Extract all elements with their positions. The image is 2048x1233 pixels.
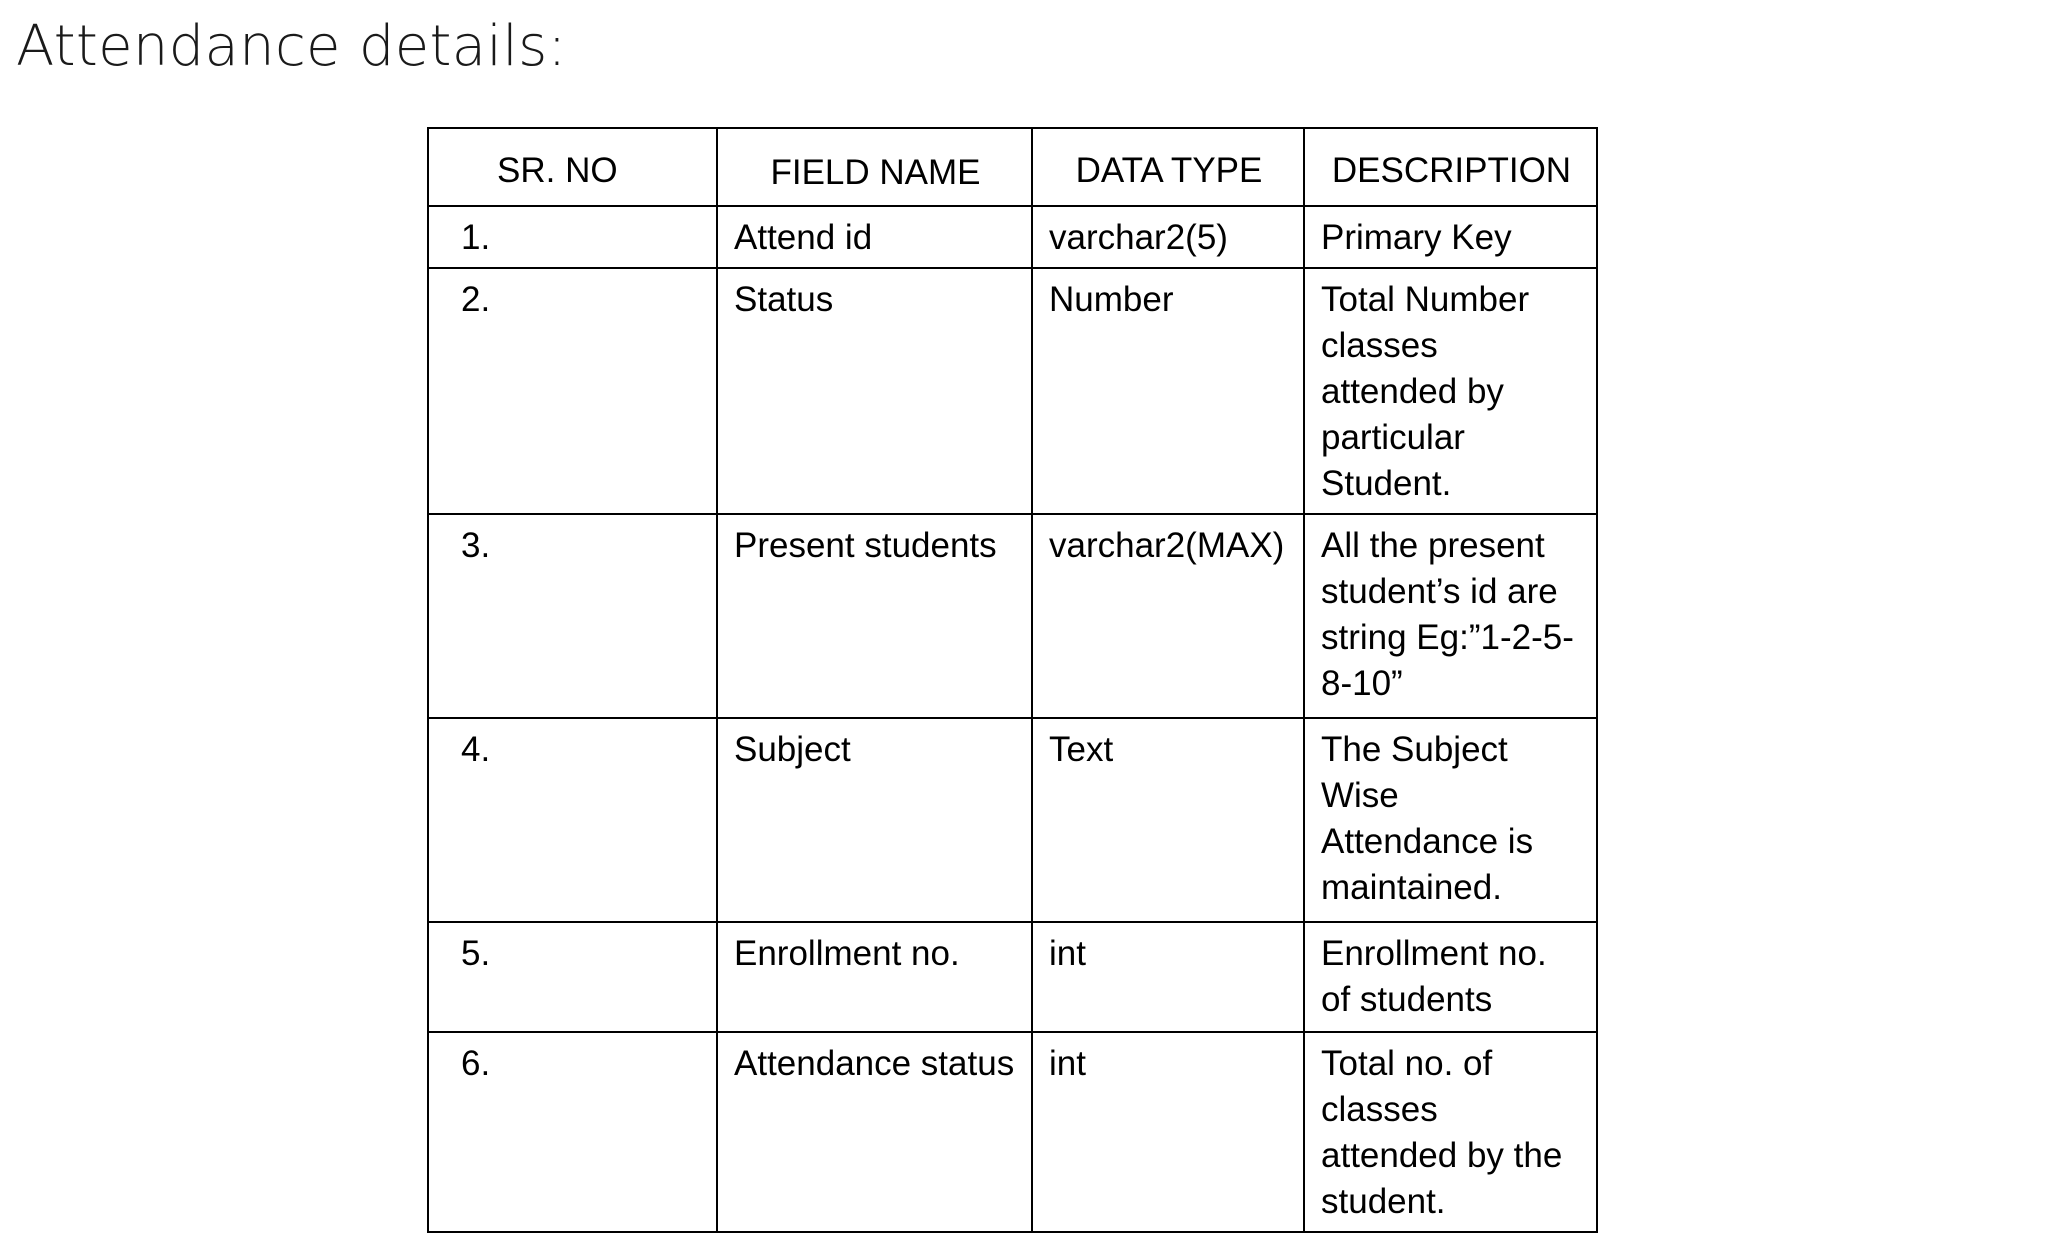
- table-row: [428, 718, 1597, 922]
- description-cell: Enrollment no. of students: [1304, 922, 1597, 1032]
- data-type-cell: varchar2(5): [1032, 206, 1304, 268]
- column-header-data-type: DATA TYPE: [1032, 128, 1304, 206]
- data-type-cell: int: [1032, 1032, 1304, 1232]
- description-cell: Primary Key: [1304, 206, 1597, 268]
- sr-no-cell: 2.: [428, 268, 717, 514]
- sr-no-cell: 6.: [428, 1032, 717, 1232]
- field-name-cell: Status: [717, 268, 1032, 514]
- table-header-row: [428, 128, 1597, 206]
- attendance-fields-table: [427, 127, 1598, 1233]
- table-row: [428, 922, 1597, 1032]
- field-name-cell: Enrollment no.: [717, 922, 1032, 1032]
- table-row: [428, 268, 1597, 514]
- column-header-sr-no: SR. NO: [428, 128, 717, 206]
- description-cell: Total no. of classes attended by the student.: [1304, 1032, 1597, 1232]
- data-type-cell: int: [1032, 922, 1304, 1032]
- table-row: [428, 206, 1597, 268]
- field-name-cell: Subject: [717, 718, 1032, 922]
- sr-no-cell: 1.: [428, 206, 717, 268]
- sr-no-cell: 5.: [428, 922, 717, 1032]
- field-name-cell: Attendance status: [717, 1032, 1032, 1232]
- column-header-description: DESCRIPTION: [1304, 128, 1597, 206]
- page-title: Attendance details:: [16, 14, 567, 79]
- data-type-cell: Number: [1032, 268, 1304, 514]
- description-cell: Total Number classes attended by particular Student.: [1304, 268, 1597, 514]
- description-cell: All the present student’s id are string Eg:”1-2-5-8-10”: [1304, 514, 1597, 718]
- table-row: [428, 514, 1597, 718]
- sr-no-cell: 4.: [428, 718, 717, 922]
- data-type-cell: Text: [1032, 718, 1304, 922]
- sr-no-cell: 3.: [428, 514, 717, 718]
- description-cell: The Subject Wise Attendance is maintained.: [1304, 718, 1597, 922]
- column-header-field-name: FIELD NAME: [717, 128, 1032, 206]
- field-name-cell: Present students: [717, 514, 1032, 718]
- data-type-cell: varchar2(MAX): [1032, 514, 1304, 718]
- field-name-cell: Attend id: [717, 206, 1032, 268]
- table-row: [428, 1032, 1597, 1232]
